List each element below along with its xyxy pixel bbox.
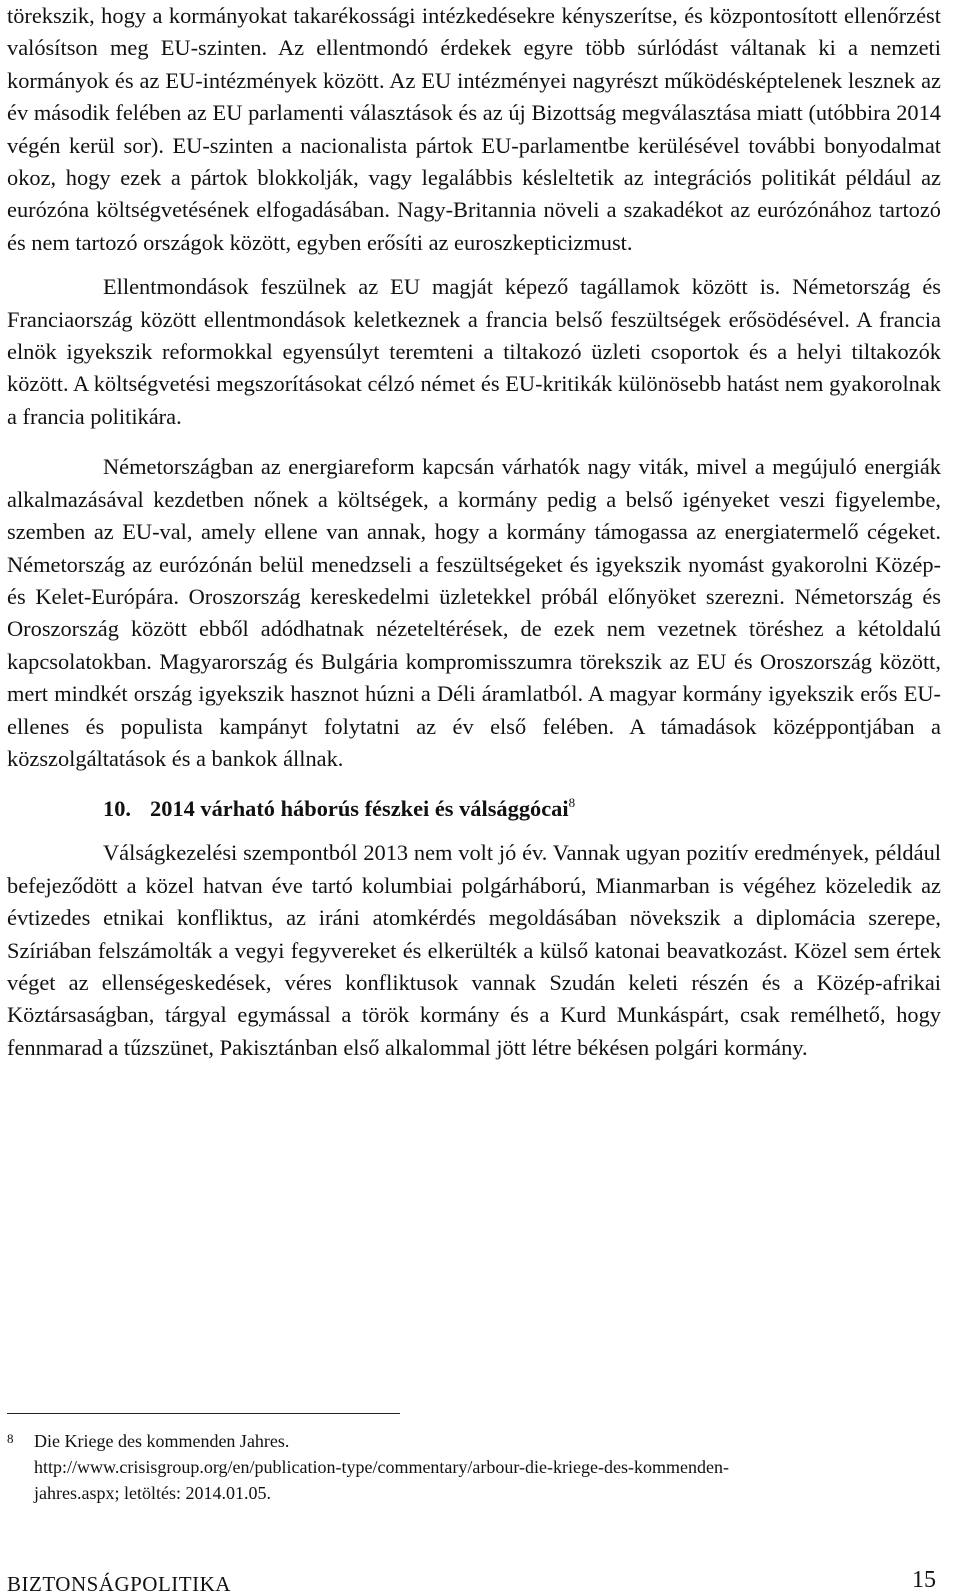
footnote-access-date: jahres.aspx; letöltés: 2014.01.05. [34,1483,271,1503]
footnote [7,1428,927,1506]
paragraph-eu-institutions: törekszik, hogy a kormányokat takarékossági intézkedésekre kényszerítse, és központosított ellenőrzést valósítson meg EU-szinten. Az ellentmondó érdekek egyre több súrlódást váltanak ki a nemzeti kormányok és az EU-intézmények között. Az EU intézményei nagyrészt működésképtelenek lesznek az év második felében az EU parlamenti választások és az új Bizottság megválasztása miatt (utóbbira 2014 végén kerül sor). EU-szinten a nacionalista pártok EU-parlamentbe kerülésével további bonyodalmat okoz, hogy ezek a pártok blokkolják, vagy legalábbis késleltetik az integrációs politikát például az eurózóna költségvetésének elfogadásában. Nagy-Britannia növeli a szakadékot az eurózónához tartozó és nem tartozó országok között, egyben erősíti az euroszkepticizmust. [7,3,941,255]
footer-journal-name: BIZTONSÁGPOLITIKA [7,1572,231,1596]
paragraph-germany-energy: Németországban az energiareform kapcsán várhatók nagy viták, mivel a megújuló energiák alkalmazásával kezdetben nőnek a költségek, a kormány pedig a belső igényeket veszi figyelembe, szemben az EU-val, amely ellene van annak, hogy a kormány támogassa az energiatermelő cégeket. Németország az eurózónán belül menedzseli a feszültségeket és igyekszik nyomást gyakorolni Közép- és Kelet-Európára. Oroszország kereskedelmi üzletekkel próbál előnyöket szerezni. Németország és Oroszország között ebből adódhatnak nézeteltérések, de ezek nem vezetnek töréshez a kétoldalú kapcsolatokban. Magyarország és Bulgária kompromisszumra törekszik az EU és Oroszország között, mert mindkét ország igyekszik hasznot húzni a Déli áramlatból. A magyar kormány igyekszik erős EU-ellenes és populista kampányt folytatni az év első felében. A támadások középpontjában a közszolgáltatások és a bankok állnak. [7,454,941,771]
footer-page-number: 15 [912,1567,936,1593]
footnote-marker: 8 [7,1431,14,1446]
section-heading [7,793,941,825]
section-title: 2014 várható háborús fészkei és válsággócai [150,796,569,822]
page-content [7,0,941,1064]
footnote-body [7,1428,927,1506]
paragraph-crisis-management: Válságkezelési szempontból 2013 nem volt jó év. Vannak ugyan pozitív eredmények, például befejeződött a közel hatvan éve tartó kolumbiai polgárháború, Mianmarban is végéhez közeledik az évtizedes etnikai konfliktus, az iráni atomkérdés megoldásában növekszik a diplomácia szerepe, Szíriában felszámolták a vegyi fegyvereket és elkerülték a külső katonai beavatkozást. Közel sem értek véget az ellenségeskedések, véres konfliktusok vannak Szudán keleti részén és a Közép-afrikai Köztársaságban, tárgyal egymással a török kormány és a Kurd Munkáspárt, csak remélhető, hogy fennmarad a tűzszünet, Pakisztánban első alkalommal jött létre békésen polgári kormány. [7,840,941,1060]
footnote-reference[interactable]: 8 [568,795,576,811]
paragraph-member-state-tensions: Ellentmondások feszülnek az EU magját képező tagállamok között is. Németország és Franciaország között ellentmondások keletkeznek a francia belső feszültségek erősödésével. A francia elnök igyekszik reformokkal egyensúlyt teremteni a tiltakozó üzleti csoportok és a helyi tiltakozók között. A költségvetési megszorításokat célzó német és EU-kritikák különösebb hatást nem gyakorolnak a francia politikára. [7,274,941,429]
section-number: 10. [103,796,131,822]
footnote-title: Die Kriege des kommenden Jahres. [34,1431,290,1451]
footnote-url[interactable]: http://www.crisisgroup.org/en/publication-type/commentary/arbour-die-kriege-des-kommenden- [34,1457,729,1477]
footnote-divider [7,1413,400,1414]
